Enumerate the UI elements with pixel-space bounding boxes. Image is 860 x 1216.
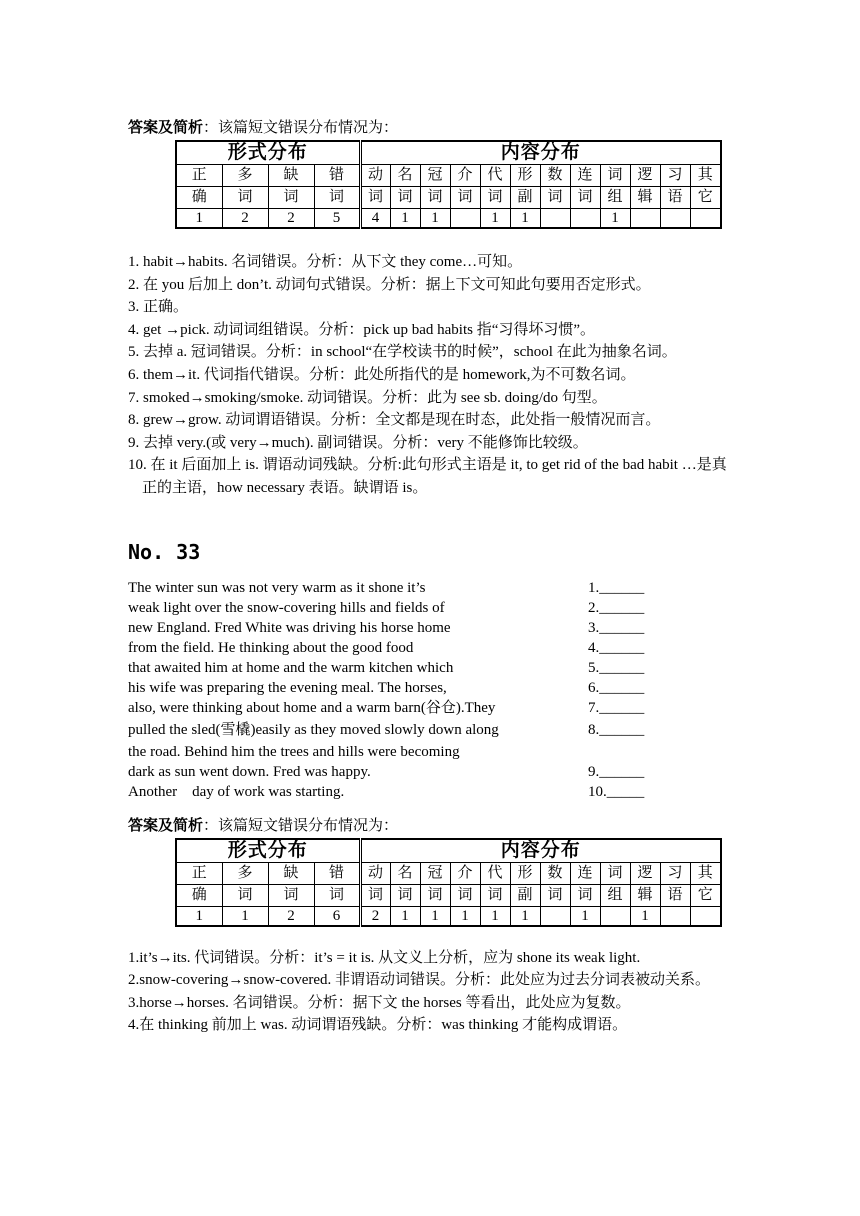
analysis-item: 5. 去掉 a. 冠词错误。分析：in school“在学校读书的时候”，school 在此为抽象名词。 [128,344,677,361]
analysis-item: 4. get →pick. 动词词组错误。分析：pick up bad habits 指“习得坏习惯”。 [128,321,596,338]
analysis-item: 1. habit→habits. 名词错误。分析：从下文 they come…可知。 [128,254,523,270]
count-cell: 1 [510,906,540,926]
col-label: 连 [570,862,600,884]
count-cell: 2 [222,209,268,229]
answer-blank: 9.______ [588,763,645,780]
passage-line [128,678,740,698]
col-label: 词 [420,187,450,209]
col-label: 数 [540,862,570,884]
passage-line [128,742,740,762]
passage-text: pulled the sled(雪橇)easily as they moved slowly down along [128,721,499,738]
analysis-item: 6. them→it. 代词指代错误。分析：此处所指代的是 homework,为不可数名词。 [128,366,636,383]
answer-blank: 10._____ [588,783,645,800]
count-cell [660,906,690,926]
col-label: 缺 [268,862,314,884]
count-cell: 1 [222,906,268,926]
col-label: 词 [360,884,390,906]
count-cell: 2 [360,906,390,926]
count-cell: 2 [268,906,314,926]
passage-line [128,718,740,742]
col-label: 副 [510,187,540,209]
count-cell: 1 [420,906,450,926]
answer-heading-text: ：该篇短文错误分布情况为： [203,817,399,834]
col-label: 词 [222,884,268,906]
answer-blank: 4.______ [588,639,645,656]
analysis-item: 1.it’s→its. 代词错误。分析：it’s = it is. 从文义上分析，应为 shone its weak light. [128,949,641,966]
count-cell: 1 [176,906,222,926]
answer-blank: 2.______ [588,599,645,616]
col-label: 多 [222,165,268,187]
count-cell: 1 [390,906,420,926]
answer-heading-bold: 答案及简析 [128,120,204,136]
col-label: 动 [360,165,390,187]
col-label: 词 [480,187,510,209]
answer-heading-2 [128,816,740,838]
col-label: 介 [450,165,480,187]
count-cell: 1 [420,209,450,229]
analysis-item: 9. 去掉 very.(或 very→much). 副词错误。分析：very 不能修饰比较级。 [128,434,588,451]
passage-line [128,618,740,638]
answer-blank: 3.______ [588,619,645,636]
passage-text: the road. Behind him the trees and hills were becoming [128,743,460,760]
col-label: 逻 [630,862,660,884]
passage-line [128,698,740,718]
error-distribution-table-1 [175,140,722,229]
col-label: 语 [660,884,690,906]
answer-heading-1 [128,118,740,140]
col-label: 形 [510,165,540,187]
col-label: 形 [510,862,540,884]
col-label: 正 [176,862,222,884]
passage-line [128,638,740,658]
passage-line [128,578,740,598]
passage-line [128,762,740,782]
col-label: 词 [314,884,360,906]
analysis-item: 3. 正确。 [128,299,189,316]
col-label: 词 [390,187,420,209]
analysis-item: 10. 在 it 后面加上 is. 谓语动词残缺。分析:此句形式主语是 it, to get rid of the bad habit …是真正的主语，how necessary 表语。缺谓语 is。 [128,457,727,496]
col-label: 组 [600,884,630,906]
col-label: 词 [222,187,268,209]
col-label: 冠 [420,862,450,884]
count-cell: 1 [630,906,660,926]
count-cell [540,906,570,926]
count-cell: 1 [570,906,600,926]
col-label: 它 [690,884,721,906]
col-label: 确 [176,884,222,906]
count-cell [450,209,480,229]
content-distribution-header: 内容分布 [360,839,721,863]
analysis-item: 2. 在 you 后加上 don’t. 动词句式错误。分析：据上下文可知此句要用否定形式。 [128,276,651,293]
col-label: 多 [222,862,268,884]
col-label: 词 [360,187,390,209]
count-cell: 1 [390,209,420,229]
answer-analysis-list-1 [128,251,740,500]
col-label: 词 [600,165,630,187]
count-cell: 1 [480,209,510,229]
col-label: 介 [450,862,480,884]
col-label: 副 [510,884,540,906]
passage [128,578,740,802]
exercise-number-title: No. 33 [128,539,201,564]
col-label: 习 [660,862,690,884]
col-label: 连 [570,165,600,187]
col-label: 它 [690,187,721,209]
count-cell: 1 [600,209,630,229]
count-cell: 4 [360,209,390,229]
answer-blank: 6.______ [588,679,645,696]
col-label: 习 [660,165,690,187]
count-cell: 1 [480,906,510,926]
col-label: 词 [450,187,480,209]
form-distribution-header: 形式分布 [176,141,360,165]
count-cell: 1 [450,906,480,926]
col-label: 其 [690,165,721,187]
col-label: 词 [540,884,570,906]
passage-text: The winter sun was not very warm as it shone it’s [128,579,426,596]
col-label: 其 [690,862,721,884]
col-label: 词 [268,187,314,209]
passage-text: also, were thinking about home and a warm barn(谷仓).They [128,699,496,716]
col-label: 词 [268,884,314,906]
passage-line [128,782,740,802]
count-cell [690,209,721,229]
passage-line [128,598,740,618]
error-distribution-table-2 [175,838,722,927]
count-cell [540,209,570,229]
col-label: 语 [660,187,690,209]
col-label: 冠 [420,165,450,187]
col-label: 词 [540,187,570,209]
passage-text: his wife was preparing the evening meal. The horses, [128,679,447,696]
col-label: 代 [480,862,510,884]
col-label: 正 [176,165,222,187]
count-cell [570,209,600,229]
content-distribution-header: 内容分布 [360,141,721,165]
col-label: 名 [390,165,420,187]
passage-text: weak light over the snow-covering hills and fields of [128,599,445,616]
count-cell [630,209,660,229]
col-label: 数 [540,165,570,187]
passage-text: dark as sun went down. Fred was happy. [128,763,371,780]
count-cell [660,209,690,229]
analysis-item: 4.在 thinking 前加上 was. 动词谓语残缺。分析：was thinking 才能构成谓语。 [128,1017,628,1034]
answer-blank: 8.______ [588,721,645,738]
col-label: 缺 [268,165,314,187]
col-label: 词 [570,187,600,209]
col-label: 辑 [630,884,660,906]
col-label: 词 [420,884,450,906]
col-label: 动 [360,862,390,884]
col-label: 名 [390,862,420,884]
col-label: 词 [480,884,510,906]
form-distribution-header: 形式分布 [176,839,360,863]
analysis-item: 2.snow-covering→snow-covered. 非谓语动词错误。分析：此处应为过去分词表被动关系。 [128,972,711,989]
col-label: 词 [450,884,480,906]
passage-text: that awaited him at home and the warm kitchen which [128,659,454,676]
count-cell: 1 [176,209,222,229]
col-label: 辑 [630,187,660,209]
document-page [128,118,740,1037]
analysis-item: 7. smoked→smoking/smoke. 动词错误。分析：此为 see sb. doing/do 句型。 [128,389,607,406]
passage-line [128,658,740,678]
col-label: 组 [600,187,630,209]
answer-blank: 7.______ [588,699,645,716]
count-cell: 5 [314,209,360,229]
count-cell: 2 [268,209,314,229]
col-label: 逻 [630,165,660,187]
analysis-item: 8. grew→grow. 动词谓语错误。分析：全文都是现在时态，此处指一般情况而言。 [128,412,661,429]
answer-heading-text: ：该篇短文错误分布情况为： [203,120,399,136]
passage-text: Another day of work was starting. [128,783,345,800]
answer-blank: 5.______ [588,659,645,676]
count-cell [600,906,630,926]
col-label: 词 [600,862,630,884]
count-cell: 1 [510,209,540,229]
passage-text: new England. Fred White was driving his horse home [128,619,451,636]
col-label: 确 [176,187,222,209]
count-cell [690,906,721,926]
answer-analysis-list-2 [128,947,740,1037]
passage-text: from the field. He thinking about the good food [128,639,414,656]
col-label: 代 [480,165,510,187]
col-label: 词 [570,884,600,906]
answer-blank: 1.______ [588,579,645,596]
col-label: 词 [314,187,360,209]
col-label: 词 [390,884,420,906]
col-label: 错 [314,165,360,187]
analysis-item: 3.horse→horses. 名词错误。分析：据下文 the horses 等看出，此处应为复数。 [128,994,631,1011]
col-label: 错 [314,862,360,884]
count-cell: 6 [314,906,360,926]
answer-heading-bold: 答案及简析 [128,817,204,834]
